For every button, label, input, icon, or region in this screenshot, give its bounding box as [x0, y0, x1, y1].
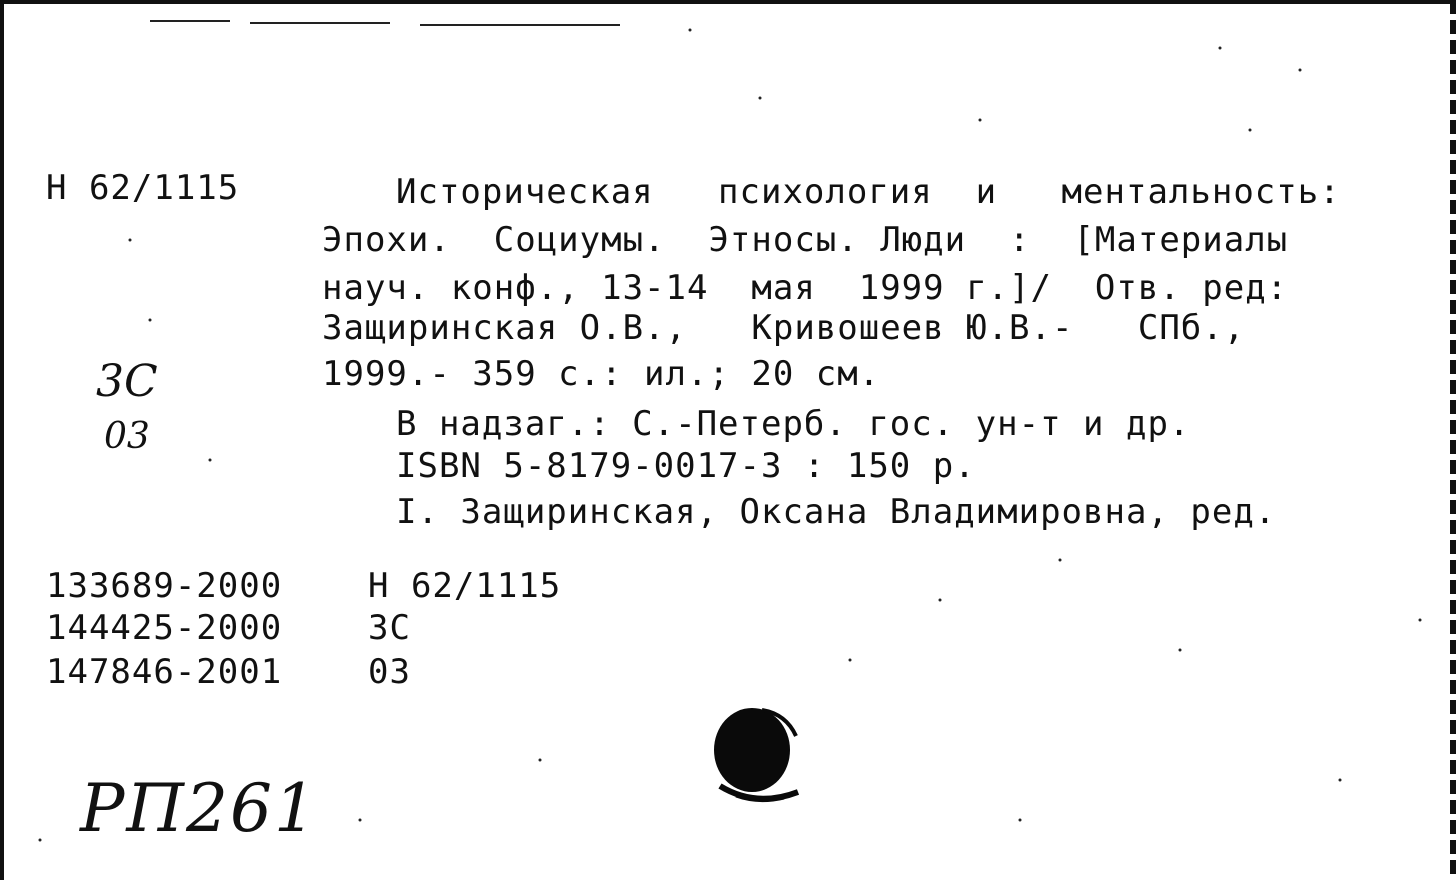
inventory-location-3: 03 — [368, 652, 411, 692]
title-line-1: Историческая психология и ментальность: — [396, 172, 1341, 212]
handwritten-code: РП261 — [80, 770, 318, 847]
title-line-5: 1999.- 359 с.: ил.; 20 см. — [322, 354, 881, 394]
call-number: Н 62/1115 — [46, 168, 240, 208]
title-line-2: Эпохи. Социумы. Этносы. Люди : [Материалы — [322, 220, 1289, 260]
handwritten-mark-bottom: 03 — [104, 416, 150, 457]
note-header: В надзаг.: С.-Петерб. гос. ун-т и др. — [396, 404, 1191, 444]
inventory-location-2: 3С — [368, 608, 411, 648]
inventory-number-3: 147846-2001 — [46, 652, 283, 692]
inventory-number-2: 144425-2000 — [46, 608, 283, 648]
note-isbn: ISBN 5-8179-0017-3 : 150 р. — [396, 446, 976, 486]
inventory-location-1: Н 62/1115 — [368, 566, 562, 606]
title-line-3: науч. конф., 13-14 мая 1999 г.]/ Отв. ред: — [322, 268, 1289, 308]
handwritten-mark-top: 3С — [96, 356, 158, 407]
inventory-number-1: 133689-2000 — [46, 566, 283, 606]
note-editor: I. Защиринская, Оксана Владимировна, ред. — [396, 492, 1277, 532]
title-line-4: Защиринская О.В., Кривошеев Ю.В.- СПб., — [322, 308, 1246, 348]
